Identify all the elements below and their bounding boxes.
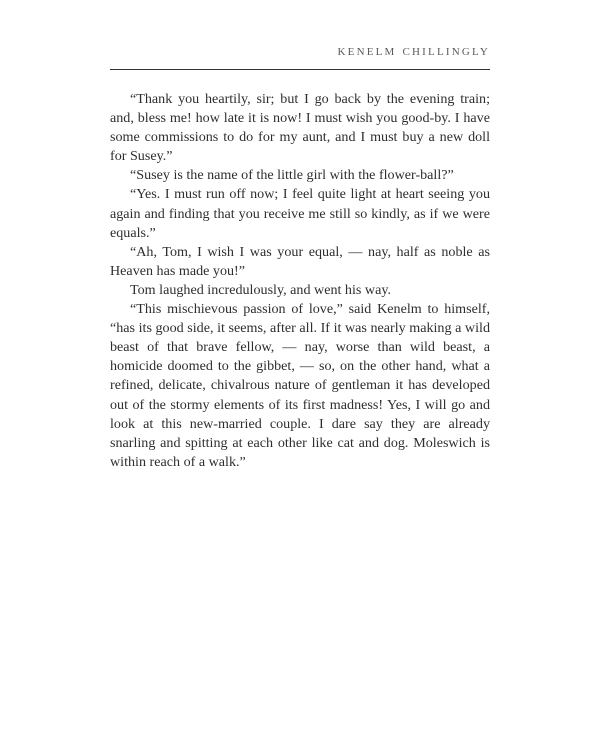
paragraph: “Susey is the name of the little girl with the flower-ball?” xyxy=(130,167,454,184)
paragraph: “Thank you heartily, sir; but I go back by the evening train; and, bless me! how late it is now! I must wish you good-by. I have some commissions to do for my aunt, and I must buy a new doll for Susey.” xyxy=(110,91,490,165)
paragraph: “Ah, Tom, I wish I was your equal, — nay, half as noble as Heaven has made you!” xyxy=(110,243,490,279)
running-header xyxy=(0,0,600,74)
paragraph: “Yes. I must run off now; I feel quite light at heart seeing you again and finding that you receive me still so kindly, as if we were equals.” xyxy=(110,186,490,241)
body-text xyxy=(110,90,490,472)
header-rule xyxy=(110,69,490,70)
paragraph: Tom laughed incredulously, and went his way. xyxy=(130,281,391,298)
running-title: kenelm chillingly xyxy=(337,43,490,59)
paragraph: “This mischievous passion of love,” said Kenelm to himself, “has its good side, it seems, after all. If it was nearly making a wild beast of that brave fellow, — nay, worse than wild beast, a homicide doomed to the gibbet, — so, on the other hand, what a refined, delicate, chivalrous nature of gentleman it has developed out of the stormy elements of its first madness! Yes, I will go and look at this new-married couple. I dare say they are already snarling and spitting at each other like cat and dog. Moleswich is within reach of a walk.” xyxy=(110,301,490,470)
